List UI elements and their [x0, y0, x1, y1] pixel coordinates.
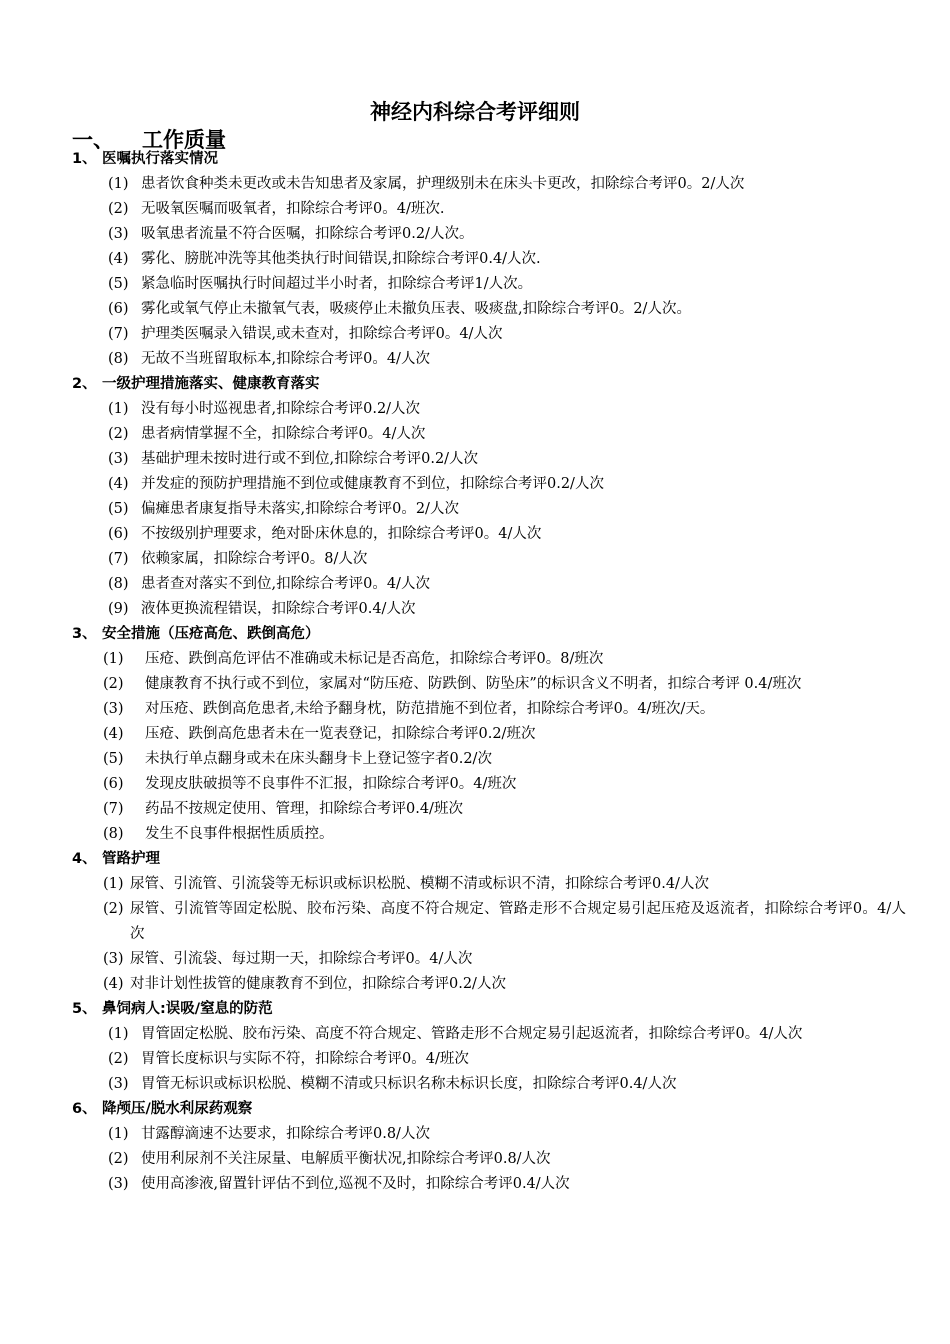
- item-number: (2): [108, 1151, 129, 1167]
- section-number: 5、: [72, 1001, 97, 1017]
- section-heading: [0, 622, 950, 647]
- item-text: 使用高渗液,留置针评估不到位,巡视不及时，扣除综合考评0.4/人次: [141, 1176, 570, 1192]
- list-item: [0, 322, 950, 347]
- item-number: (4): [108, 476, 129, 492]
- list-item: [0, 497, 950, 522]
- section-title: 安全措施（压疮高危、跌倒高危）: [102, 626, 320, 642]
- item-text: 胃管无标识或标识松脱、模糊不清或只标识名称未标识长度，扣除综合考评0.4/人次: [141, 1076, 677, 1092]
- item-number: (7): [108, 326, 129, 342]
- item-number: (5): [108, 501, 129, 517]
- item-text: 发生不良事件根据性质质控。: [145, 826, 334, 842]
- item-number: (3): [108, 226, 129, 242]
- section-title: 管路护理: [102, 851, 160, 867]
- section-title: 鼻饲病人:误吸/窒息的防范: [102, 1001, 273, 1017]
- item-number: (4): [108, 251, 129, 267]
- list-item: [0, 547, 950, 572]
- item-text: 发现皮肤破损等不良事件不汇报，扣除综合考评0。4/班次: [145, 776, 517, 792]
- section-number: 3、: [72, 626, 97, 642]
- item-number: (1): [103, 876, 124, 892]
- section-title: 医嘱执行落实情况: [102, 151, 218, 167]
- list-item: [0, 472, 950, 497]
- list-item: [0, 572, 950, 597]
- sections-container: [0, 147, 950, 1197]
- item-text: 尿管、引流袋、每过期一天，扣除综合考评0。4/人次: [130, 951, 473, 967]
- section-number: 4、: [72, 851, 97, 867]
- section-2: [0, 372, 950, 622]
- item-text: 吸氧患者流量不符合医嘱，扣除综合考评0.2/人次。: [141, 226, 474, 242]
- item-number: (5): [108, 276, 129, 292]
- item-number: (3): [108, 1176, 129, 1192]
- item-text: 甘露醇滴速不达要求，扣除综合考评0.8/人次: [141, 1126, 430, 1142]
- list-item: [0, 397, 950, 422]
- list-item: [0, 972, 950, 997]
- part-label: 工作质量: [142, 128, 226, 152]
- item-number: (7): [103, 801, 124, 817]
- list-item: [0, 772, 950, 797]
- list-item: [0, 597, 950, 622]
- item-text: 对非计划性拔管的健康教育不到位，扣除综合考评0.2/人次: [130, 976, 506, 992]
- list-item: [0, 672, 950, 697]
- item-text: 尿管、引流管等固定松脱、胶布污染、高度不符合规定、管路走形不合规定易引起压疮及返流者，扣除综合考评0。4/人次: [130, 901, 906, 942]
- list-item: [0, 722, 950, 747]
- item-number: (8): [108, 576, 129, 592]
- section-1: [0, 147, 950, 372]
- part-number: 一、: [72, 128, 114, 152]
- section-number: 6、: [72, 1101, 97, 1117]
- list-item: [0, 1072, 950, 1097]
- item-text: 胃管固定松脱、胶布污染、高度不符合规定、管路走形不合规定易引起返流者，扣除综合考评0。4/人次: [141, 1026, 803, 1042]
- section-6: [0, 1097, 950, 1197]
- item-text: 紧急临时医嘱执行时间超过半小时者，扣除综合考评1/人次。: [141, 276, 533, 292]
- item-text: 药品不按规定使用、管理，扣除综合考评0.4/班次: [145, 801, 463, 817]
- item-text: 没有每小时巡视患者,扣除综合考评0.2/人次: [141, 401, 421, 417]
- item-text: 依赖家属，扣除综合考评0。8/人次: [141, 551, 368, 567]
- list-item: [0, 647, 950, 672]
- item-text: 对压疮、跌倒高危患者,未给予翻身枕，防范措施不到位者，扣除综合考评0。4/班次/天。: [145, 701, 715, 717]
- list-item: [0, 1022, 950, 1047]
- item-number: (2): [108, 201, 129, 217]
- item-text: 使用利尿剂不关注尿量、电解质平衡状况,扣除综合考评0.8/人次: [141, 1151, 551, 1167]
- section-heading: [0, 847, 950, 872]
- item-number: (3): [103, 701, 124, 717]
- list-item: [0, 447, 950, 472]
- item-text: 患者病情掌握不全，扣除综合考评0。4/人次: [141, 426, 426, 442]
- section-3: [0, 622, 950, 847]
- list-item: [0, 1122, 950, 1147]
- list-item: [0, 272, 950, 297]
- item-number: (5): [103, 751, 124, 767]
- item-number: (3): [108, 1076, 129, 1092]
- item-text: 尿管、引流管、引流袋等无标识或标识松脱、模糊不清或标识不清，扣除综合考评0.4/人次: [130, 876, 709, 892]
- section-heading: [0, 997, 950, 1022]
- item-text: 压疮、跌倒高危患者未在一览表登记，扣除综合考评0.2/班次: [145, 726, 536, 742]
- item-text: 未执行单点翻身或未在床头翻身卡上登记签字者0.2/次: [145, 751, 492, 767]
- list-item: [0, 822, 950, 847]
- item-number: (1): [108, 1026, 129, 1042]
- item-number: (8): [108, 351, 129, 367]
- item-number: (1): [108, 401, 129, 417]
- list-item: [0, 522, 950, 547]
- section-number: 1、: [72, 151, 97, 167]
- section-title: 降颅压/脱水利尿药观察: [102, 1101, 253, 1117]
- list-item: [0, 947, 950, 972]
- list-item: [0, 872, 950, 897]
- item-text: 无吸氧医嘱而吸氧者，扣除综合考评0。4/班次.: [141, 201, 445, 217]
- item-number: (3): [103, 951, 124, 967]
- item-number: (6): [103, 776, 124, 792]
- item-number: (1): [108, 176, 129, 192]
- list-item: [0, 347, 950, 372]
- item-text: 基础护理未按时进行或不到位,扣除综合考评0.2/人次: [141, 451, 479, 467]
- list-item: [0, 297, 950, 322]
- item-number: (6): [108, 526, 129, 542]
- item-number: (8): [103, 826, 124, 842]
- item-number: (1): [108, 1126, 129, 1142]
- item-text: 胃管长度标识与实际不符，扣除综合考评0。4/班次: [141, 1051, 469, 1067]
- item-number: (2): [108, 426, 129, 442]
- section-heading: [0, 147, 950, 172]
- item-number: (4): [103, 976, 124, 992]
- item-text: 无故不当班留取标本,扣除综合考评0。4/人次: [141, 351, 430, 367]
- item-number: (7): [108, 551, 129, 567]
- list-item: [0, 222, 950, 247]
- section-title: 一级护理措施落实、健康教育落实: [102, 376, 320, 392]
- item-number: (3): [108, 451, 129, 467]
- section-heading: [0, 1097, 950, 1122]
- list-item: [0, 1147, 950, 1172]
- item-text: 雾化或氧气停止未撤氧气表，吸痰停止未撤负压表、吸痰盘,扣除综合考评0。2/人次。: [141, 301, 691, 317]
- list-item: [0, 697, 950, 722]
- item-text: 偏瘫患者康复指导未落实,扣除综合考评0。2/人次: [141, 501, 459, 517]
- item-text: 护理类医嘱录入错误,或未查对，扣除综合考评0。4/人次: [141, 326, 503, 342]
- section-heading: [0, 372, 950, 397]
- item-text: 并发症的预防护理措施不到位或健康教育不到位，扣除综合考评0.2/人次: [141, 476, 604, 492]
- document-title: 神经内科综合考评细则: [370, 100, 580, 124]
- list-item: [0, 247, 950, 272]
- item-number: (2): [103, 901, 124, 917]
- item-text: 液体更换流程错误，扣除综合考评0.4/人次: [141, 601, 416, 617]
- item-number: (9): [108, 601, 129, 617]
- list-item: [0, 1172, 950, 1197]
- item-text: 健康教育不执行或不到位，家属对“防压疮、防跌倒、防坠床”的标识含义不明者，扣综合考评 0.4/班次: [145, 676, 802, 692]
- list-item: [0, 747, 950, 772]
- item-number: (2): [103, 676, 124, 692]
- item-text: 压疮、跌倒高危评估不准确或未标记是否高危，扣除综合考评0。8/班次: [145, 651, 604, 667]
- item-number: (1): [103, 651, 124, 667]
- item-text: 患者查对落实不到位,扣除综合考评0。4/人次: [141, 576, 430, 592]
- section-number: 2、: [72, 376, 97, 392]
- list-item: [0, 897, 950, 947]
- list-item: [0, 422, 950, 447]
- item-text: 雾化、膀胱冲洗等其他类执行时间错误,扣除综合考评0.4/人次.: [141, 251, 541, 267]
- item-text: 患者饮食种类未更改或未告知患者及家属，护理级别未在床头卡更改，扣除综合考评0。2/人次: [141, 176, 745, 192]
- item-number: (6): [108, 301, 129, 317]
- item-text: 不按级别护理要求，绝对卧床休息的，扣除综合考评0。4/人次: [141, 526, 542, 542]
- list-item: [0, 1047, 950, 1072]
- section-4: [0, 847, 950, 997]
- item-number: (4): [103, 726, 124, 742]
- section-5: [0, 997, 950, 1097]
- item-number: (2): [108, 1051, 129, 1067]
- list-item: [0, 197, 950, 222]
- list-item: [0, 797, 950, 822]
- list-item: [0, 172, 950, 197]
